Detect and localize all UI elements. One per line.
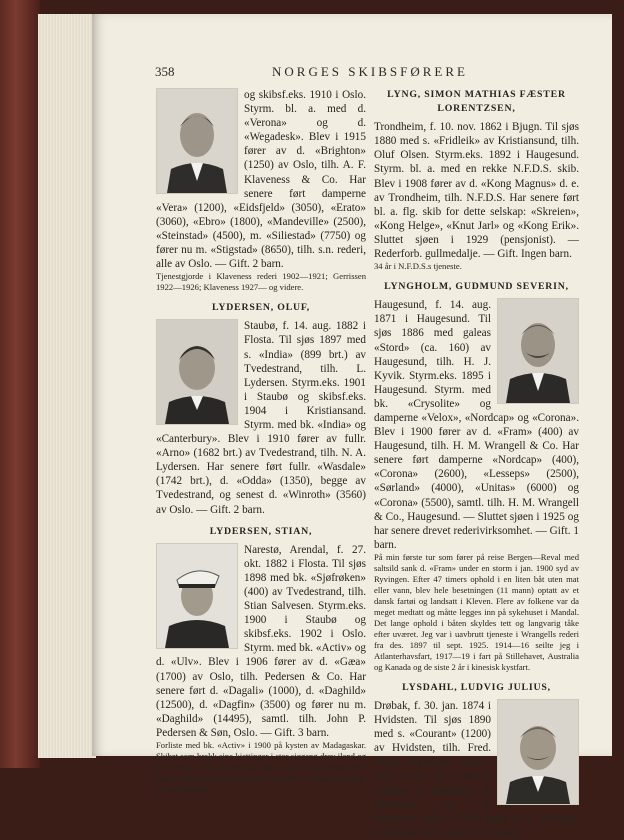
entry-name: LYSDAHL, LUDVIG JULIUS, <box>402 681 551 693</box>
page-title: NORGES SKIBSFØRERE <box>272 64 468 79</box>
entry-lyngholm-gudmund <box>374 280 579 673</box>
portrait-captain-icon <box>157 544 237 648</box>
entry-note: På min første tur som fører på reise Bergen—Reval med saltsild sank d. «Fram» under en storm i jan. 1900 syd av Ryvingen. Efter 47 timers ophold i en liten båt uten mat eller vann, blev hele besetningen (11 mann) optatt av et dansk fartøi og landsatt i Kleven. Flere av folkene var da meget medtatt og måtte legges inn på sykehuset i Mandal. Det lange ophold i båten skyldes tett og langvarig tåke efter uværet. Jeg var i uavbrutt tjeneste i Wrangells rederi fra des. 1897 til sept. 1925. 1914—16 seilte jeg i Atlanterhavsfart, 1917—19 i fart på Stillehavet, Australia og Kanada og de siste 2 år i kinesisk kystfart. <box>374 551 579 672</box>
entry-name: LYNG, SIMON MATHIAS FÆSTER LORENTZSEN, <box>387 89 566 115</box>
entry-text: Trondheim, f. 10. nov. 1862 i Bjugn. Til sjøs 1880 med s. «Fridleik» av Kristiansund, tilh. Oluf Olsen. Styrm.eks. 1892 i Haugesund. Styrm. bl. a. med en rekke N.F.D.S. skib. Blev i 1908 fører av d. «Kong Magnus» d. e. av Trondheim, tilh. N.F.D.S. Har senere ført bl. a. flg. skib for dette selskap: «Skreien», «Kong Helge», «Knut Jarl» og «Kong Erik». Sluttet sjøen i 1929 (pensjonist). — Rederforb. gullmedalje. — Gift. Ingen barn. <box>374 121 579 261</box>
entry-name: LYNGHOLM, GUDMUND SEVERIN, <box>384 281 569 293</box>
entry-name: LYDERSEN, STIAN, <box>209 525 313 537</box>
entry-lyng-simon <box>374 88 579 272</box>
left-column <box>156 88 366 795</box>
portrait-man-icon <box>157 89 237 193</box>
portrait-photo <box>497 699 579 805</box>
entry-lydersen-stian <box>156 525 366 795</box>
page-number: 358 <box>155 64 175 79</box>
entry-text: Narestø, Arendal, f. 27. okt. 1882 i Flosta. Til sjøs 1898 med bk. «Sjøfrøken» (400) av Tvedestrand, tilh. Stian Salvesen. Styrm.eks. 1900 i Staubø og skibsf.eks. 1902 i Oslo. Styrm. med bk. «Activ» og d. «Ulv». Blev i 1906 fører av d. «Gæa» (1700) av Oslo, tilh. Pedersen & Co. Har senere ført d. «Dagali» (1000), d. «Daghild» (12500), d. «Dagfin» (3500) og fører nu m. «Daghild» (14495), samtl. tilh. John P. Pedersen & Søn, Oslo. — Gift. 3 barn. <box>156 543 366 739</box>
entry-lydersen-oluf <box>156 301 366 516</box>
portrait-photo <box>156 88 238 194</box>
page-edges <box>38 14 96 758</box>
entry-note: Tjenestgjorde i Klaveness rederi 1902—1921; Gerrissen 1922—1926; Klaveness 1927— og videre. <box>156 271 366 293</box>
entry-note: 34 år i N.F.D.S.s tjeneste. <box>374 261 462 272</box>
entry-text: og skibsf.eks. 1910 i Oslo. Styrm. bl. a. med d. «Verona» og d. «Wegadesk». Blev i 1915 fører av d. «Brighton» (1250) av Oslo, tilh. A. F. Klaveness & Co. Har senere ført damperne «Vera» (1200), «Eidsfjeld» (3050), «Erato» (3060), «Ebro» (1800), «Mandeville» (2500), «Steinstad» (4500), m. «Siliestad» (7750) og fører nu m. «Stigstad» (8650), tilh. s.n. rederi, alle av Oslo. — Gift. 2 barn. <box>156 89 366 271</box>
portrait-photo <box>156 319 238 425</box>
portrait-man-icon <box>157 320 237 424</box>
right-column <box>374 88 579 840</box>
book-page <box>92 14 612 839</box>
entry-text: Staubø, f. 14. aug. 1882 i Flosta. Til sjøs 1897 med s. «India» (899 brt.) av Tvedestrand, tilh. L. Lydersen. Styrm.eks. 1901 i Staubø og skibsf.eks. 1904 i Kristiansand. Styrm. med bk. «India» og «Canterbury». Blev i 1910 fører av fullr. «Arno» (1682 brt.) av Tvedestrand, tilh. N. A. Lydersen. Har senere ført fullr. «Wasdale» (1742 brt.), d. «Odda» (1350), begge av Tvedestrand, og senest d. «Winroth» (3560) av Oslo. — Gift. 2 barn. <box>156 320 366 516</box>
book-binding <box>0 0 40 768</box>
entry-lysdahl-ludvig <box>374 681 579 840</box>
portrait-photo <box>156 543 238 649</box>
entry-text: Drøbak, f. 30. jan. 1874 i Hvidsten. Til sjøs 1890 med s. «Courant» (1200) av Hvidsten, tilh. Fred. Olsen. Styrm.eks. 1894 i Oslo. Styrm. bl. a. med d. «Hilda», d. «Balduin», d. «Bolette» og d. «Marvel». Blev i 1910 fører av d. «Borgø» (1400) av Oslo, tilh. Fred. Olsen. <box>374 700 579 839</box>
entry-note: Forliste med bk. «Activ» i 1900 på kysten av Madagaskar. Skibet som brakk sine kjettinger i stor sjøgang drev iland og blev totalt vrak. Lasten var salt i sekker og brennevin i kasser, innlastet i Port de Bouc, Frankrike. Forliset var stygt. 2 mann omkom. <box>156 740 366 795</box>
entry-continued <box>156 88 366 293</box>
entry-name: LYDERSEN, OLUF, <box>211 302 311 314</box>
entry-text: Haugesund, f. 14. aug. 1871 i Haugesund. Til sjøs 1886 med galeas «Stord» (ca. 160) av Haugesund, tilh. H. J. Kyvik. Styrm.eks. 1895 i Haugesund. Styrm. med bk. «Crysolite» og damperne «Velox», «Nordcap» og «Corona». Blev i 1900 fører av d. «Fram» (400) av Haugesund, tilh. H. M. Wrangell & Co. Har senere ført damperne «Nordcap» (400), «Corona» (2600), «Lesseps» (2500), «Sørland» (4000), «Unitas» (6000) og «Corona» (5500), samtl. tilh. H. M. Wrangell & Co., Haugesund. — Sluttet sjøen i 1925 og har senere drevet rederivirksomhet. — Gift. 1 barn. <box>374 299 579 551</box>
portrait-man-icon <box>498 299 578 403</box>
portrait-photo <box>497 298 579 404</box>
portrait-man-icon <box>498 700 578 804</box>
